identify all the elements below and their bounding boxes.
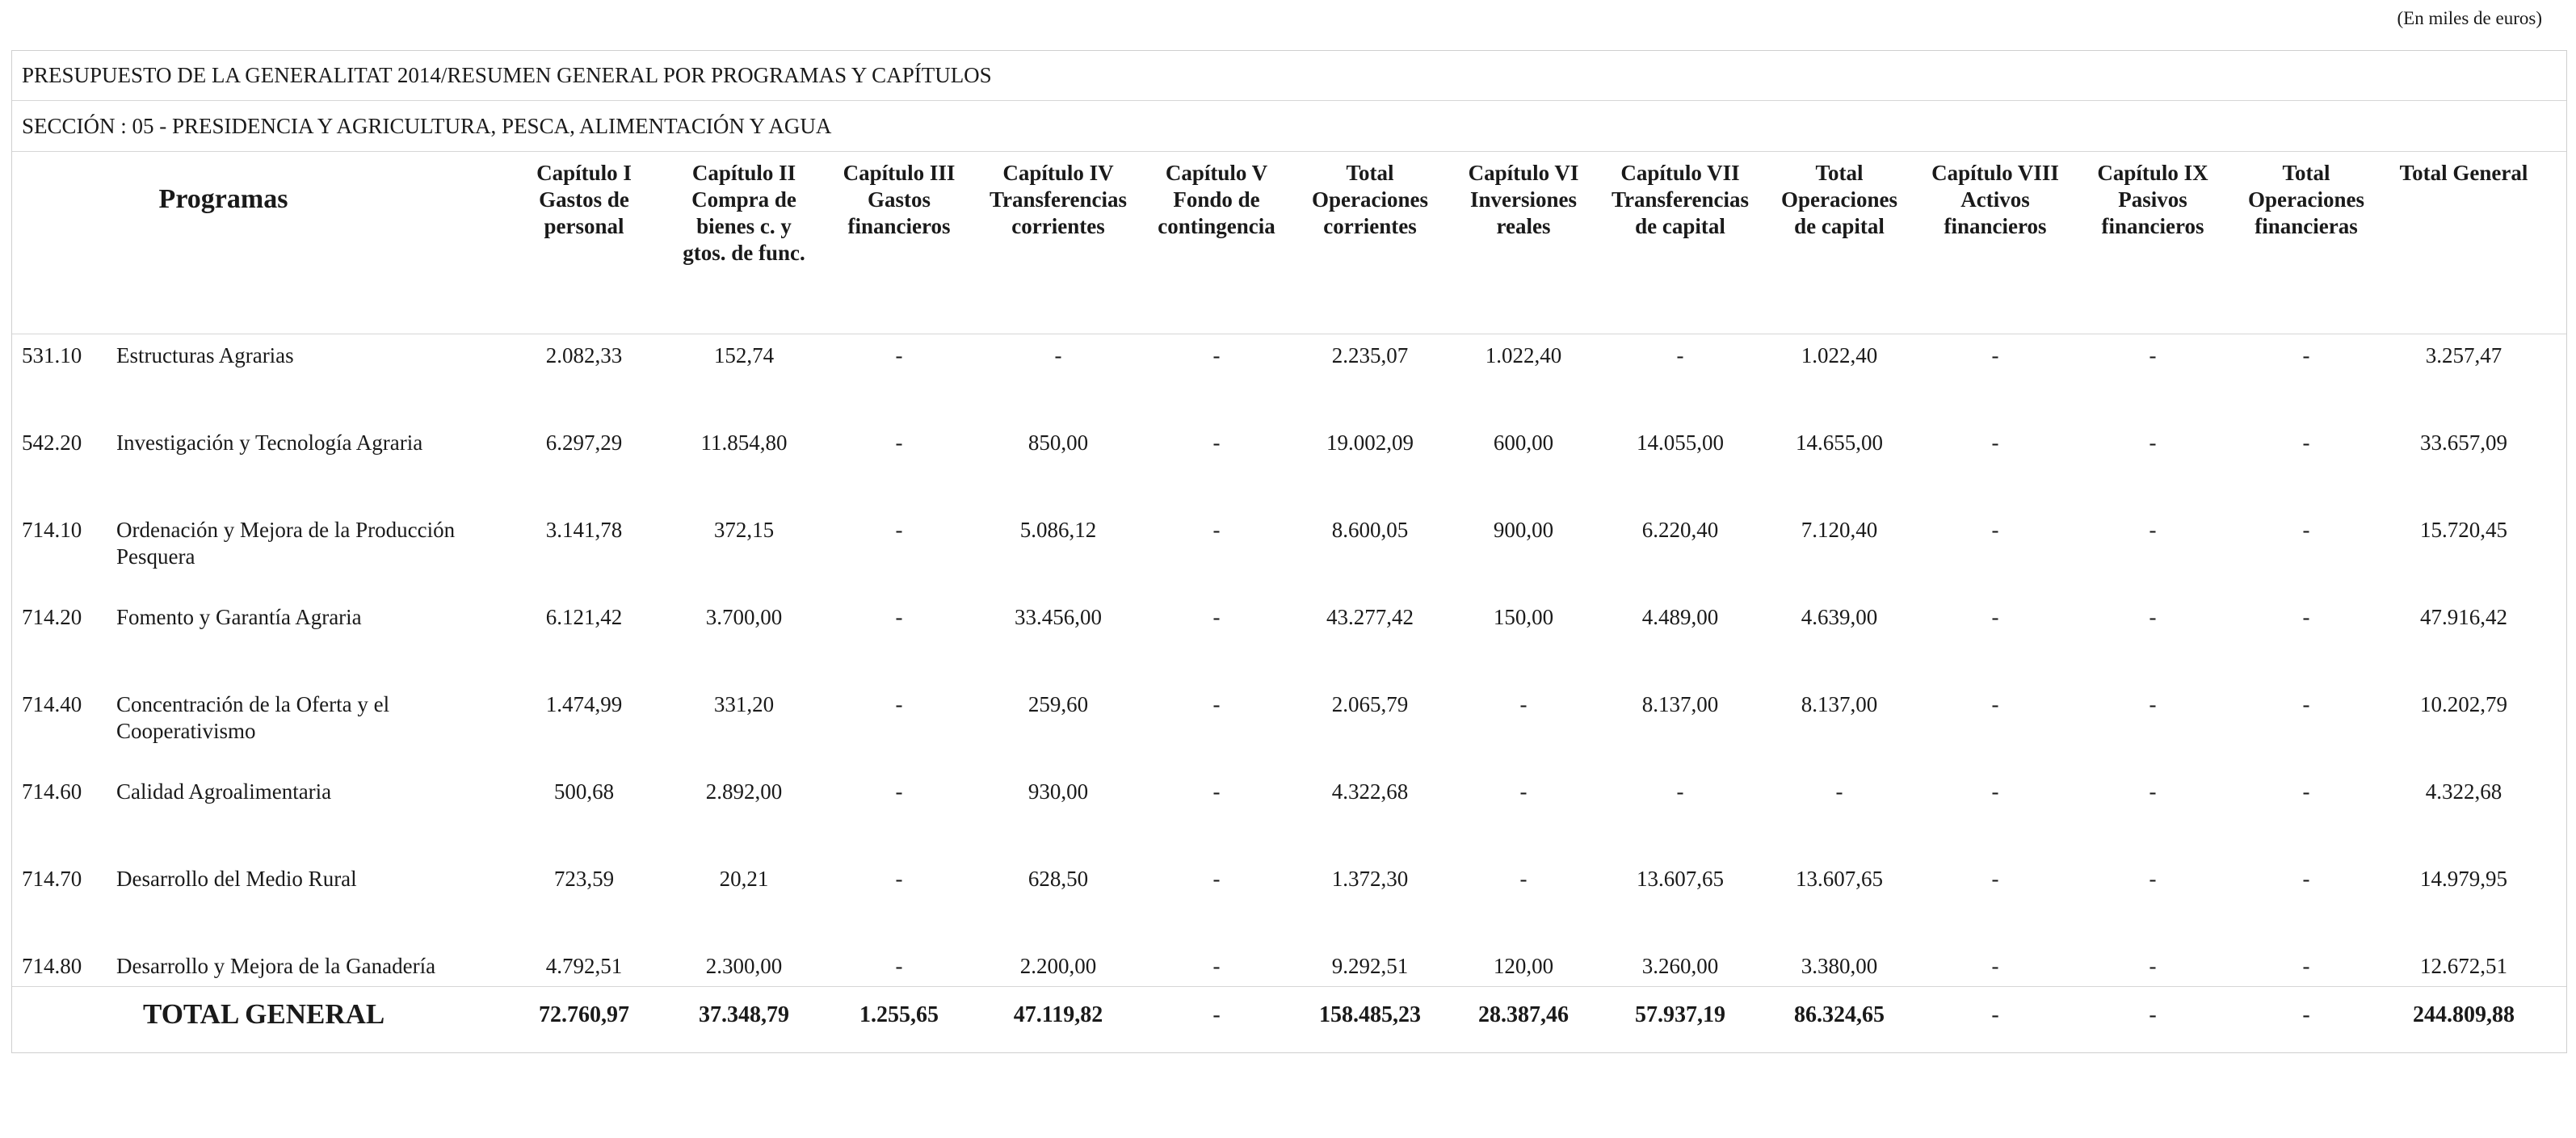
cell-total-cap: 4.639,00 [1801,605,1878,629]
section-title: SECCIÓN : 05 - PRESIDENCIA Y AGRICULTURA, PESCA, ALIMENTACIÓN Y AGUA [12,101,2566,152]
cell-cap5: - [1212,692,1221,716]
cell-cap3: - [895,692,903,716]
cell-cap5: - [1212,779,1221,804]
cell-cap7: 6.220,40 [1641,518,1719,542]
cell-total-fin: - [2302,343,2310,367]
total-cell-cap3: 1.255,65 [859,1002,939,1027]
cell-cap3: - [895,430,903,455]
total-label: TOTAL GENERAL [143,998,385,1030]
cell-cap6: - [1519,867,1528,891]
cell-cap1: 6.121,42 [545,605,623,629]
cell-total-general: 47.916,42 [2420,605,2507,629]
table-row [12,422,2566,509]
cell-cap1: 3.141,78 [545,518,623,542]
program-code: 714.10 [22,518,82,542]
program-code: 714.20 [22,605,82,629]
cell-cap3: - [895,518,903,542]
col-header-cap3: Capítulo III Gastos financieros [843,161,956,238]
cell-cap8: - [1991,343,1999,367]
cell-cap9: - [2149,518,2157,542]
cell-cap7: 14.055,00 [1637,430,1724,455]
cell-total-fin: - [2302,430,2310,455]
cell-total-fin: - [2302,779,2310,804]
cell-cap4: - [1054,343,1062,367]
cell-total-corr: 8.600,05 [1331,518,1409,542]
cell-cap8: - [1991,954,1999,978]
program-name: Investigación y Tecnología Agraria [116,430,423,455]
total-cell-cap6: 28.387,46 [1478,1002,1569,1027]
cell-cap4: 628,50 [1027,867,1089,891]
cell-cap4: 930,00 [1027,779,1089,804]
table-row [12,596,2566,683]
cell-total-corr: 1.372,30 [1331,867,1409,891]
program-code: 531.10 [22,343,82,367]
program-name: Concentración de la Oferta y el Cooperativismo [116,692,390,743]
total-cell-cap5: - [1212,1002,1221,1027]
cell-total-corr: 19.002,09 [1326,430,1414,455]
cell-cap1: 6.297,29 [545,430,623,455]
cell-total-general: 3.257,47 [2425,343,2502,367]
cell-cap1: 2.082,33 [545,343,623,367]
cell-cap6: - [1519,692,1528,716]
total-cell-total-corr: 158.485,23 [1319,1002,1421,1027]
program-code: 714.80 [22,954,82,978]
cell-cap5: - [1212,430,1221,455]
cell-cap7: 13.607,65 [1637,867,1724,891]
cell-cap3: - [895,954,903,978]
total-row [12,986,2566,1054]
cell-cap7: 4.489,00 [1641,605,1719,629]
cell-cap2: 152,74 [713,343,775,367]
cell-cap9: - [2149,954,2157,978]
table-row [12,509,2566,596]
cell-cap4: 33.456,00 [1015,605,1102,629]
cell-total-cap: 8.137,00 [1801,692,1878,716]
cell-cap8: - [1991,518,1999,542]
program-name: Ordenación y Mejora de la Producción Pesquera [116,518,456,569]
total-cell-cap7: 57.937,19 [1635,1002,1725,1027]
cell-total-corr: 9.292,51 [1331,954,1409,978]
total-cell-cap9: - [2149,1002,2157,1027]
cell-total-fin: - [2302,954,2310,978]
cell-total-corr: 2.235,07 [1331,343,1409,367]
cell-cap9: - [2149,692,2157,716]
cell-cap9: - [2149,605,2157,629]
cell-total-general: 10.202,79 [2420,692,2507,716]
col-header-total-corr: Total Operaciones corrientes [1312,161,1428,238]
cell-total-general: 33.657,09 [2420,430,2507,455]
cell-cap5: - [1212,954,1221,978]
col-header-cap9: Capítulo IX Pasivos financieros [2097,161,2208,238]
program-name: Desarrollo del Medio Rural [116,867,357,891]
cell-cap6: 900,00 [1493,518,1554,542]
cell-cap2: 331,20 [713,692,775,716]
cell-cap2: 20,21 [719,867,769,891]
cell-cap5: - [1212,343,1221,367]
cell-total-corr: 2.065,79 [1331,692,1409,716]
col-header-cap4: Capítulo IV Transferencias corrientes [990,161,1127,238]
cell-total-fin: - [2302,518,2310,542]
cell-cap5: - [1212,605,1221,629]
cell-cap2: 11.854,80 [700,430,788,455]
cell-cap8: - [1991,867,1999,891]
total-cell-cap1: 72.760,97 [539,1002,629,1027]
cell-total-cap: 1.022,40 [1801,343,1878,367]
cell-cap6: 120,00 [1493,954,1554,978]
cell-cap2: 2.892,00 [705,779,783,804]
program-code: 542.20 [22,430,82,455]
cell-cap3: - [895,867,903,891]
cell-total-corr: 4.322,68 [1331,779,1409,804]
cell-cap2: 372,15 [713,518,775,542]
cell-cap7: - [1676,779,1684,804]
cell-total-fin: - [2302,692,2310,716]
col-header-cap8: Capítulo VIII Activos financieros [1931,161,2059,238]
cell-cap2: 2.300,00 [705,954,783,978]
cell-cap3: - [895,779,903,804]
total-cell-cap8: - [1991,1002,1999,1027]
cell-cap3: - [895,343,903,367]
cell-cap6: 150,00 [1493,605,1554,629]
cell-cap1: 723,59 [553,867,615,891]
cell-total-cap: 14.655,00 [1796,430,1883,455]
cell-total-general: 4.322,68 [2425,779,2502,804]
cell-total-fin: - [2302,605,2310,629]
cell-cap8: - [1991,605,1999,629]
program-name: Desarrollo y Mejora de la Ganadería [116,954,436,978]
table-row [12,858,2566,945]
programs-header: Programas [158,184,288,214]
cell-cap7: - [1676,343,1684,367]
cell-cap4: 850,00 [1027,430,1089,455]
cell-total-corr: 43.277,42 [1326,605,1414,629]
program-name: Fomento y Garantía Agraria [116,605,362,629]
cell-cap3: - [895,605,903,629]
column-headers [12,152,2566,334]
cell-cap7: 8.137,00 [1641,692,1719,716]
col-header-cap7: Capítulo VII Transferencias de capital [1612,161,1749,238]
unit-note: (En miles de euros) [2397,8,2542,28]
cell-cap1: 500,68 [553,779,615,804]
program-code: 714.70 [22,867,82,891]
program-name: Calidad Agroalimentaria [116,779,332,804]
cell-cap4: 2.200,00 [1019,954,1097,978]
col-header-cap1: Capítulo I Gastos de personal [536,161,632,238]
cell-cap9: - [2149,343,2157,367]
cell-cap1: 1.474,99 [545,692,623,716]
cell-total-general: 12.672,51 [2420,954,2507,978]
cell-cap5: - [1212,518,1221,542]
table-row [12,334,2566,422]
cell-total-cap: 13.607,65 [1796,867,1883,891]
col-header-cap6: Capítulo VI Inversiones reales [1468,161,1579,238]
cell-total-cap: 7.120,40 [1801,518,1878,542]
cell-cap9: - [2149,779,2157,804]
total-cell-total-general: 244.809,88 [2413,1002,2515,1027]
cell-cap6: 600,00 [1493,430,1554,455]
total-cell-total-cap: 86.324,65 [1794,1002,1885,1027]
cell-cap8: - [1991,430,1999,455]
cell-cap7: 3.260,00 [1641,954,1719,978]
cell-cap8: - [1991,779,1999,804]
cell-cap8: - [1991,692,1999,716]
total-cell-cap2: 37.348,79 [699,1002,789,1027]
table-title: PRESUPUESTO DE LA GENERALITAT 2014/RESUMEN GENERAL POR PROGRAMAS Y CAPÍTULOS [12,51,2566,101]
table-row [12,771,2566,858]
cell-cap4: 259,60 [1027,692,1089,716]
budget-table [11,50,2567,1053]
cell-cap1: 4.792,51 [545,954,623,978]
col-header-cap5: Capítulo V Fondo de contingencia [1158,161,1275,238]
cell-cap9: - [2149,430,2157,455]
cell-total-cap: 3.380,00 [1801,954,1878,978]
cell-total-fin: - [2302,867,2310,891]
table-row [12,683,2566,771]
col-header-total-cap: Total Operaciones de capital [1781,161,1897,238]
cell-total-cap: - [1835,779,1843,804]
program-name: Estructuras Agrarias [116,343,294,367]
cell-cap6: - [1519,779,1528,804]
col-header-total-general: Total General [2399,161,2528,185]
total-cell-cap4: 47.119,82 [1013,1002,1103,1027]
cell-total-general: 14.979,95 [2420,867,2507,891]
total-cell-total-fin: - [2302,1002,2310,1027]
cell-cap6: 1.022,40 [1485,343,1562,367]
cell-cap5: - [1212,867,1221,891]
program-code: 714.60 [22,779,82,804]
col-header-total-fin: Total Operaciones financieras [2248,161,2364,238]
program-code: 714.40 [22,692,82,716]
cell-cap2: 3.700,00 [705,605,783,629]
cell-cap9: - [2149,867,2157,891]
cell-total-general: 15.720,45 [2420,518,2507,542]
col-header-cap2: Capítulo II Compra de bienes c. y gtos. de func. [683,161,805,265]
cell-cap4: 5.086,12 [1019,518,1097,542]
